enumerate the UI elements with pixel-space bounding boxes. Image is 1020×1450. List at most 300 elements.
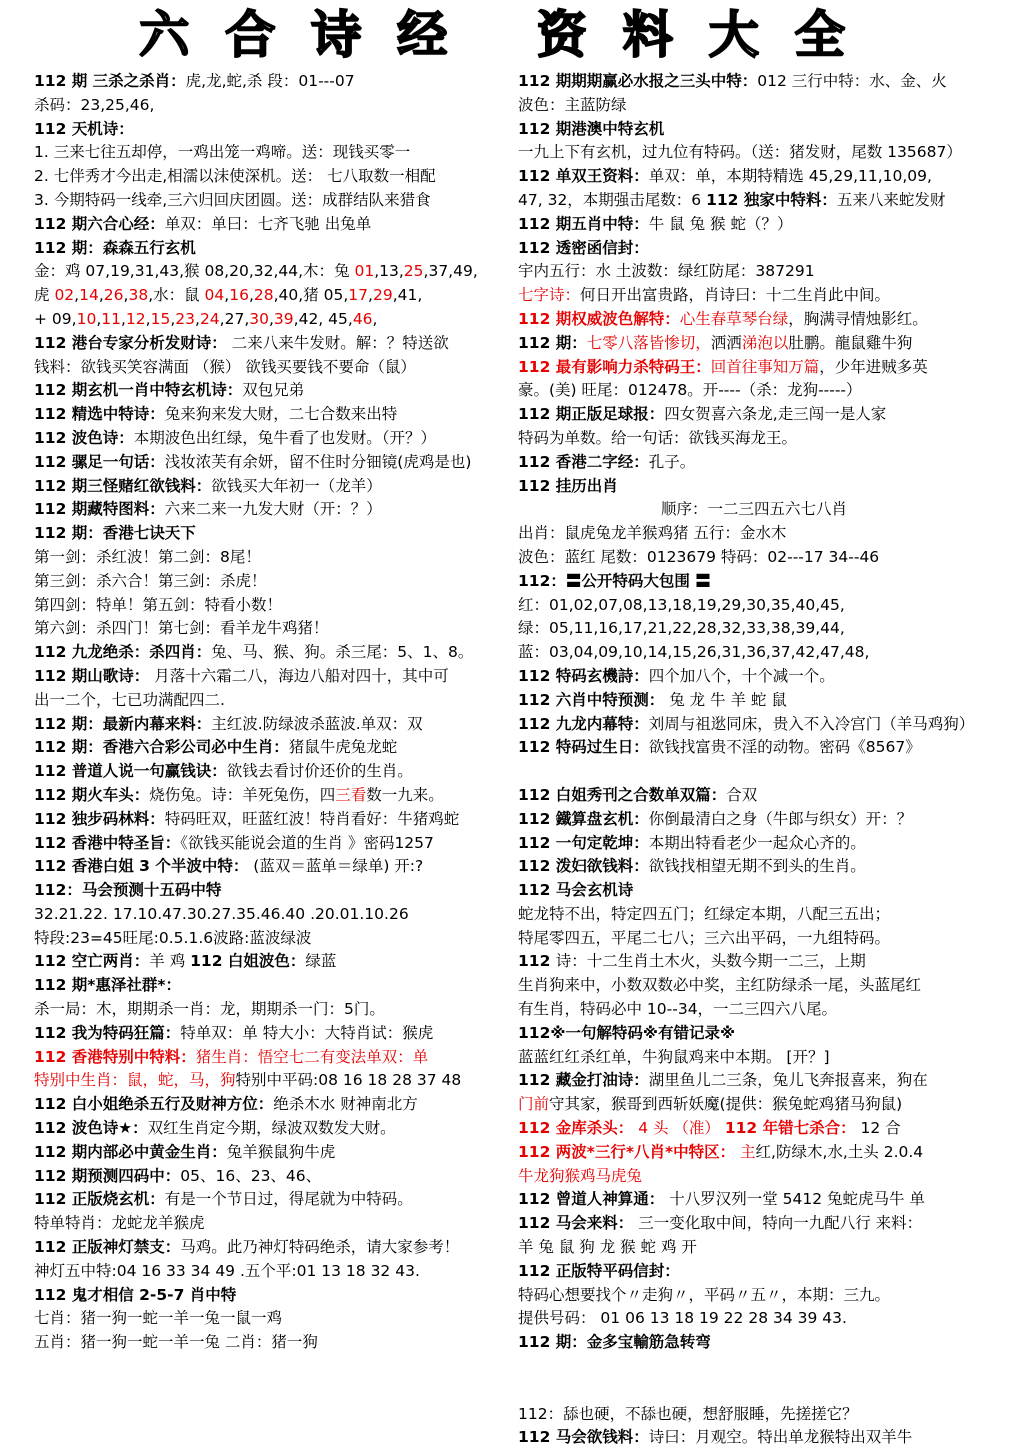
text-segment: 猪鼠牛虎兔龙蛇 — [288, 738, 398, 757]
text-segment: 双包兄弟 — [242, 381, 305, 400]
text-segment: 四女贺喜六条龙,走三闯一是人家 — [664, 405, 887, 424]
text-segment: 二来八来牛发财。解：？特送欲 — [226, 333, 449, 352]
text-segment: 三一变化取中间，特向一九配八行 来料： — [633, 1214, 923, 1233]
text-segment: , — [368, 286, 373, 305]
text-segment: 112 天机诗： — [34, 119, 134, 138]
text-segment: 16 — [229, 286, 249, 305]
text-line — [34, 498, 504, 522]
text-segment: 112 香港中特圣旨： — [34, 833, 181, 852]
text-segment: 何日开出富贵路，肖诗曰：十二生肖此中间。 — [580, 286, 891, 305]
text-segment: 112 期权威波色解特： — [518, 309, 680, 328]
text-line — [518, 974, 990, 998]
text-line — [518, 1236, 990, 1260]
text-line — [34, 70, 504, 94]
text-segment: 11 — [101, 309, 121, 328]
text-segment: 112 正版烧玄机： — [34, 1190, 165, 1209]
text-segment: 112 年错七杀合： — [724, 1119, 856, 1138]
text-segment: ,40,猪 05, — [273, 286, 349, 305]
text-segment: 特尾零四五，平尾二七八；三六出平码，一九组特码。 — [518, 928, 891, 947]
text-line — [518, 998, 990, 1022]
text-line — [34, 903, 504, 927]
text-line — [518, 855, 990, 879]
text-segment: 出一二个，七已功满配四二. — [34, 690, 225, 709]
text-segment: 第一剑：杀红波！第二剑：8尾！ — [34, 547, 261, 566]
text-segment: 112 一句定乾坤： — [518, 833, 649, 852]
text-line — [518, 1212, 990, 1236]
text-segment: 生肖狗来中，小数双数必中奖，主红防绿杀一尾，头蓝尾红 — [518, 976, 922, 995]
text-segment: 宇内五行：水 土波数：绿红防尾：387291 — [518, 262, 815, 281]
text-segment: 杀码：23,25,46, — [34, 95, 155, 114]
text-segment: 10 — [76, 309, 97, 328]
text-segment: 112 正版神灯禁支： — [34, 1238, 181, 1257]
text-line — [34, 1284, 504, 1308]
text-segment: 波色：蓝红 尾数：0123679 特码：02---17 34--46 — [518, 547, 880, 566]
text-segment: ,42, 45, — [293, 309, 353, 328]
text-segment: 特段:23=45旺尾:0.5.1.6波路:蓝波绿波 — [34, 928, 312, 947]
text-segment: 112 香港二字经： — [518, 452, 649, 471]
text-line — [34, 1093, 504, 1117]
text-line — [518, 1093, 990, 1117]
text-segment: 特别中平码:08 16 18 28 37 48 — [235, 1071, 462, 1090]
text-segment: 112 香港特别中特料： — [34, 1047, 196, 1066]
text-line — [34, 594, 504, 618]
text-segment: 门前 — [518, 1095, 550, 1114]
text-segment: 112 单双王资料： — [518, 167, 649, 186]
text-segment: 五来八来蛇发财 — [836, 190, 946, 209]
text-segment: 112 精选中特诗： — [34, 405, 165, 424]
text-segment: , — [120, 309, 126, 328]
text-segment: , — [268, 309, 274, 328]
text-segment: 羊 鸡 — [149, 952, 191, 971]
text-segment: 月落十六霜二八，海边八船对四十，其中可 — [149, 666, 449, 685]
text-line — [34, 950, 504, 974]
text-line — [518, 903, 990, 927]
text-line — [34, 1260, 504, 1284]
text-line — [518, 927, 990, 951]
text-segment: 112 期：最新内幕来料： — [34, 714, 212, 733]
text-line — [518, 832, 990, 856]
text-segment: 本期出特看老少一起众心齐的。 — [648, 833, 866, 852]
text-segment: 2. 七伴秀才今出走,相濡以沫使深机。送： 七八取数一相配 — [34, 167, 436, 186]
text-segment: 112 正版特平码信封： — [518, 1261, 680, 1280]
text-segment: 三看 — [335, 785, 367, 804]
text-segment: 112※一句解特码※有错记录※ — [518, 1023, 736, 1042]
text-segment: 肚鹏。龍鼠雞牛狗 — [788, 333, 913, 352]
text-segment: 112 独步码林料： — [34, 809, 165, 828]
text-segment: 有变法单双：单 — [319, 1047, 429, 1066]
text-segment: 十八罗汉列一堂 5412 兔蛇虎马牛 单 — [664, 1190, 925, 1209]
text-segment: 牛龙狗猴鸡马虎兔 — [518, 1166, 643, 1185]
text-line — [518, 1426, 990, 1450]
text-segment: 波色：主蓝防绿 — [518, 95, 627, 114]
text-segment: 湖里鱼儿二三条，兔儿飞奔报喜来，狗在 — [648, 1071, 928, 1090]
text-segment: 兔来狗来发大财，二七合数来出特 — [164, 405, 398, 424]
text-segment: 第四剑：特单！第五剑：特看小数！ — [34, 595, 283, 614]
text-line — [34, 1165, 504, 1189]
text-segment: 112 期：香港七诀天下 — [34, 524, 196, 543]
text-line — [518, 427, 990, 451]
text-segment: , — [248, 286, 254, 305]
text-segment: 112 港台专家分析发财诗： — [34, 333, 227, 352]
text-segment: 六来二来一九发大财（开：？） — [164, 500, 382, 519]
text-line — [518, 379, 990, 403]
text-segment: 112 透密函信封： — [518, 238, 649, 257]
text-line — [518, 356, 990, 380]
text-line — [34, 1117, 504, 1141]
text-segment: 蓝：03,04,09,10,14,15,26,31,36,37,42,47,48, — [518, 643, 870, 662]
text-line — [518, 165, 990, 189]
text-line — [34, 427, 504, 451]
text-line — [34, 260, 504, 284]
text-segment: 112 波色诗： — [34, 428, 134, 447]
text-line — [34, 118, 504, 142]
text-segment: 一九上下有玄机，过九位有特码。（送：猪发财，尾数 135687） — [518, 143, 962, 162]
text-segment: 17 — [348, 286, 369, 305]
text-line — [518, 950, 990, 974]
text-segment: 112 期：香港六合彩公司必中生肖： — [34, 738, 289, 757]
text-segment: 回首往事知万篇 — [710, 357, 820, 376]
text-line — [518, 594, 990, 618]
text-segment: 25 — [403, 262, 424, 281]
left-column — [34, 70, 504, 1355]
text-line — [34, 998, 504, 1022]
text-line — [518, 617, 990, 641]
text-segment: 112 期正版足球报： — [518, 405, 665, 424]
text-line — [518, 118, 990, 142]
text-segment: 112 马会来料： — [518, 1214, 634, 1233]
text-segment: 46 — [352, 309, 373, 328]
text-line — [518, 308, 990, 332]
text-segment: 豪。(美) 旺尾：012478。开----（杀：龙狗-----） — [518, 381, 862, 400]
text-line — [518, 1022, 990, 1046]
text-segment: 112 金库杀头： — [518, 1119, 634, 1138]
text-line — [34, 1331, 504, 1355]
text-segment: 112 两波*三行*八肖*中特区： — [518, 1142, 736, 1161]
text-segment: 第三剑：杀六合！第三剑：杀虎！ — [34, 571, 267, 590]
text-line — [518, 1165, 990, 1189]
text-segment: 112 — [518, 952, 556, 971]
text-segment: ,41, — [392, 286, 423, 305]
text-segment: 112 期玄机一肖中特玄机诗： — [34, 381, 243, 400]
text-segment: , — [224, 286, 230, 305]
text-segment: 烧伤兔。诗：羊死兔伤，四 — [149, 785, 336, 804]
text-segment: 112：马会预测十五码中特 — [34, 881, 222, 900]
text-segment: 112 最有影响力杀特码王： — [518, 357, 711, 376]
text-line — [34, 1188, 504, 1212]
text-segment: , — [98, 286, 104, 305]
text-line — [518, 1046, 990, 1070]
text-segment: 浅妆浓芙有余妍，留不住时分钿镜(虎鸡是也) — [164, 452, 472, 471]
text-segment: 112 白姐秀刊之合数单双篇： — [518, 785, 727, 804]
text-segment: 112 骡足一句话： — [34, 452, 165, 471]
text-segment: 皆惨切， — [648, 333, 711, 352]
text-segment: 双红生肖定今期，绿波双数发大财。 — [147, 1119, 396, 1138]
text-segment: 112 挂历出肖 — [518, 476, 618, 495]
text-line — [518, 760, 990, 784]
text-segment: 112 鐵算盘玄机： — [518, 809, 649, 828]
text-segment: 特码为单数。给一句话：欲钱买海龙王。 — [518, 428, 798, 447]
text-segment: 112 白小姐绝杀五行及财神方位： — [34, 1095, 274, 1114]
text-segment: 绿：05,11,16,17,21,22,28,32,33,38,39,44, — [518, 619, 845, 638]
text-segment: 守其家，猴哥到西斩妖魔(提供：猴兔蛇鸡猪马狗鼠) — [549, 1095, 903, 1114]
text-segment: 112 曾道人神算通： — [518, 1190, 665, 1209]
text-line — [34, 237, 504, 261]
text-segment: 15 — [150, 309, 171, 328]
text-segment: 金：鸡 07,19,31,43,猴 08,20,32,44,木：兔 — [34, 262, 355, 281]
text-segment: , — [195, 309, 200, 328]
text-segment: , — [74, 286, 80, 305]
text-segment: 12 — [125, 309, 146, 328]
text-line — [518, 1379, 990, 1403]
text-segment: 112 期三怪赌红欲钱料： — [34, 476, 212, 495]
text-segment: 14 — [79, 286, 99, 305]
text-segment: 牛 鼠 兔 猴 蛇（？） — [648, 214, 793, 233]
text-line — [518, 189, 990, 213]
text-segment: 红,防绿木,水,土头 2.0.4 — [755, 1142, 924, 1161]
text-segment: 112 期：森森五行玄机 — [34, 238, 196, 257]
text-segment: 112 期六合心经： — [34, 214, 165, 233]
text-segment: 1. 三来七往五却停，一鸡出笼一鸡啼。送：现钱买零一 — [34, 143, 411, 162]
text-segment: 兔羊猴鼠狗牛虎 — [226, 1142, 336, 1161]
text-segment: 112 期火车头： — [34, 785, 150, 804]
text-line — [518, 237, 990, 261]
text-segment: (蓝双＝蓝单＝绿单) 开:? — [248, 857, 424, 876]
page-title: 六合诗经 资料大全 — [139, 5, 881, 64]
text-segment: 112：〓公开特码大包围 〓 — [518, 571, 711, 590]
text-segment: 28 — [253, 286, 274, 305]
text-segment: 出肖：鼠虎兔龙羊猴鸡猪 五行：金水木 — [518, 524, 787, 543]
text-line — [34, 1212, 504, 1236]
text-line — [34, 617, 504, 641]
text-segment: 4 头 （准） — [633, 1119, 725, 1138]
text-line — [518, 522, 990, 546]
text-segment: 主 — [735, 1142, 756, 1161]
text-segment: ,水：鼠 — [148, 286, 205, 305]
text-segment: , — [96, 309, 102, 328]
text-line — [518, 1331, 990, 1355]
text-segment: 鼠，蛇，马，狗 — [127, 1071, 236, 1090]
text-segment: 诗：十二生肖土木火，头数今期一二三，上期 — [555, 952, 866, 971]
text-line — [34, 141, 504, 165]
text-line — [518, 260, 990, 284]
text-line — [34, 1141, 504, 1165]
text-line — [34, 189, 504, 213]
text-segment: 有是一个节日过，得尾就为中特码。 — [164, 1190, 413, 1209]
text-segment: 112 九龙内幕特： — [518, 714, 649, 733]
text-segment: 五肖：猪一狗一蛇一羊一兔 二肖：猪一狗 — [34, 1333, 318, 1352]
text-segment: 猪生肖：悟空七二 — [195, 1047, 320, 1066]
text-segment: 112 普道人说一句赢钱诀： — [34, 762, 227, 781]
text-line — [34, 879, 504, 903]
right-column — [518, 70, 990, 1450]
text-segment: 孔子。 — [648, 452, 696, 471]
text-segment: 112 期港澳中特玄机 — [518, 119, 665, 138]
text-segment: 112 期五肖中特： — [518, 214, 649, 233]
text-segment: 112 期预测四码中： — [34, 1166, 181, 1185]
text-line — [518, 546, 990, 570]
text-line — [34, 808, 504, 832]
text-segment: ,37,49, — [423, 262, 478, 281]
text-line — [34, 284, 504, 308]
text-segment: 数一九来。 — [366, 785, 444, 804]
text-segment: 绿蓝 — [305, 952, 337, 971]
text-line — [34, 1307, 504, 1331]
text-line — [518, 94, 990, 118]
text-segment: 合双 — [726, 785, 758, 804]
text-segment: , — [170, 309, 176, 328]
text-line — [34, 94, 504, 118]
text-line — [518, 879, 990, 903]
text-segment: 蛇龙特不出，特定四五门；红绿定本期，八配三五出； — [518, 904, 891, 923]
text-segment: 兔 龙 牛 羊 蛇 鼠 — [664, 690, 787, 709]
text-segment: 欲钱找相望无期不到头的生肖。 — [648, 857, 866, 876]
text-segment: 112 独家中特料： — [706, 190, 837, 209]
text-segment: 特单特肖：龙蛇龙羊猴虎 — [34, 1214, 205, 1233]
text-line — [34, 1236, 504, 1260]
text-segment: 112 期：金多宝輸筋急转弯 — [518, 1333, 711, 1352]
text-line — [34, 974, 504, 998]
text-line — [518, 332, 990, 356]
text-segment: 112 鬼才相信 2-5-7 肖中特 — [34, 1285, 237, 1304]
text-segment: 钱料：欲钱买笑容满面 （猴） 欲钱买要钱不要命（鼠） — [34, 357, 416, 376]
text-line — [518, 70, 990, 94]
text-line — [518, 1307, 990, 1331]
text-segment: 四个加八个，十个减一个。 — [648, 666, 835, 685]
text-segment: 01 — [354, 262, 375, 281]
text-segment: 112 期 三杀之杀肖： — [34, 72, 186, 90]
text-line — [34, 165, 504, 189]
text-segment: 112 马会玄机诗 — [518, 881, 634, 900]
text-segment: 洒洒 — [710, 333, 742, 352]
text-segment: 112 期*惠泽社群*： — [34, 976, 181, 995]
text-line — [34, 927, 504, 951]
text-line — [518, 736, 990, 760]
text-segment: 112 期山歌诗： — [34, 666, 150, 685]
text-segment: 涕泡以 — [741, 333, 789, 352]
text-line — [518, 689, 990, 713]
text-line — [518, 808, 990, 832]
text-line — [518, 451, 990, 475]
text-segment: 第六剑：杀四门！第七剑：看羊龙牛鸡猪！ — [34, 619, 329, 638]
text-segment: 虎,龙,蛇,杀 段：01---07 — [185, 72, 355, 90]
text-line — [518, 475, 990, 499]
text-line — [34, 332, 504, 356]
text-segment: 30 — [249, 309, 269, 328]
text-segment: ,13, — [374, 262, 404, 281]
text-segment: ，胸满寻情烛影红。 — [788, 309, 928, 328]
text-segment: 特码心想要找个〃走狗〃，平码〃五〃，本期：三九。 — [518, 1285, 891, 1304]
text-segment: 012 三行中特：水、金、火 — [757, 72, 947, 90]
text-line — [518, 570, 990, 594]
text-segment: 112 特码过生日： — [518, 738, 649, 757]
text-segment: 欲钱去看讨价还价的生肖。 — [226, 762, 413, 781]
text-segment: , — [372, 309, 378, 328]
text-line — [34, 213, 504, 237]
text-segment: 112 藏金打油诗： — [518, 1071, 649, 1090]
text-segment: 蓝蓝红红杀红单，牛狗鼠鸡来中本期。 [开？] — [518, 1047, 830, 1066]
text-line — [518, 713, 990, 737]
text-segment: 112 马会欲钱料： — [518, 1428, 649, 1447]
text-segment: 112 泼妇欲钱料： — [518, 857, 649, 876]
text-segment: 112 九龙绝杀：杀四肖： — [34, 643, 212, 662]
text-line — [34, 641, 504, 665]
text-segment: 刘周与祖逖同床，贵入不入冷宫门（羊马鸡狗） — [648, 714, 975, 733]
text-line — [34, 736, 504, 760]
text-segment: 马鸡。此乃神灯特码绝杀，请大家参考！ — [180, 1238, 460, 1257]
text-line — [518, 1069, 990, 1093]
text-segment: 04 — [204, 286, 225, 305]
text-segment: 杀一局：木，期期杀一肖：龙，期期杀一门：5门。 — [34, 1000, 385, 1019]
text-segment: 七零八落 — [586, 333, 649, 352]
text-segment: 你倒最清白之身（牛郎与织女）开：？ — [648, 809, 913, 828]
text-segment: , — [145, 309, 151, 328]
text-segment: 绝杀木水 财神南北方 — [273, 1095, 418, 1114]
text-segment: 02 — [54, 286, 75, 305]
text-line — [34, 1069, 504, 1093]
text-segment: 《欲钱买能说会道的生肖 》密码1257 — [180, 833, 434, 852]
text-segment: 112 期藏特图料： — [34, 500, 165, 519]
text-line — [34, 546, 504, 570]
text-segment: 39 — [273, 309, 294, 328]
text-line — [518, 784, 990, 808]
text-line — [34, 784, 504, 808]
text-segment: 提供号码： 01 06 13 18 19 22 28 34 39 43. — [518, 1309, 847, 1328]
text-segment: 七肖：猪一狗一蛇一羊一兔一鼠一鸡 — [34, 1309, 283, 1328]
text-segment: 本期波色出红绿，兔牛看了也发财。（开？） — [133, 428, 437, 447]
text-segment: 虎 — [34, 286, 55, 305]
text-segment: ,27, — [219, 309, 250, 328]
text-line — [34, 689, 504, 713]
text-segment: 红：01,02,07,08,13,18,19,29,30,35,40,45, — [518, 595, 845, 614]
text-line — [518, 213, 990, 237]
text-segment: 单双：单曰：七齐飞驰 出兔单 — [164, 214, 372, 233]
text-line — [34, 451, 504, 475]
text-line — [34, 379, 504, 403]
text-line — [34, 1022, 504, 1046]
text-line — [34, 1046, 504, 1070]
text-segment: 特码旺双，旺蓝红波！特肖看好：牛猪鸡蛇 — [164, 809, 460, 828]
text-segment: 38 — [128, 286, 149, 305]
text-segment: 112 白姐波色： — [190, 952, 306, 971]
text-segment: 兔、马、猴、狗。杀三尾：5、1、8。 — [211, 643, 474, 662]
text-line — [34, 665, 504, 689]
text-line — [518, 1188, 990, 1212]
text-line — [34, 522, 504, 546]
text-line — [518, 1260, 990, 1284]
text-line — [518, 1403, 990, 1427]
text-segment: 112 香港白姐 3 个半波中特： — [34, 857, 249, 876]
text-line — [34, 308, 504, 332]
text-segment: 112 空亡两肖： — [34, 952, 150, 971]
text-line — [518, 665, 990, 689]
text-segment: 23 — [175, 309, 195, 328]
text-segment: 七字诗： — [518, 286, 581, 305]
text-segment: 112 特码玄機詩： — [518, 666, 649, 685]
text-segment: 欲钱找富贵不淫的动物。密码《8567》 — [648, 738, 921, 757]
text-segment: 112 六肖中特预测： — [518, 690, 665, 709]
text-line — [34, 475, 504, 499]
text-line — [34, 403, 504, 427]
text-segment: 诗曰：月观空。特出单龙猴特出双羊牛 — [648, 1428, 913, 1447]
text-segment: 3. 今期特码一线牵,三六归回庆团圆。送：成群结队来猎食 — [34, 190, 431, 209]
text-segment: 单双：单，本期特精选 45,29,11,10,09, — [648, 167, 932, 186]
text-line — [34, 832, 504, 856]
text-segment: 主红波.防绿波杀蓝波.单双：双 — [211, 714, 423, 733]
text-segment: 112 期： — [518, 333, 587, 352]
text-line — [34, 855, 504, 879]
text-line — [518, 1117, 990, 1141]
text-segment: 29 — [372, 286, 393, 305]
